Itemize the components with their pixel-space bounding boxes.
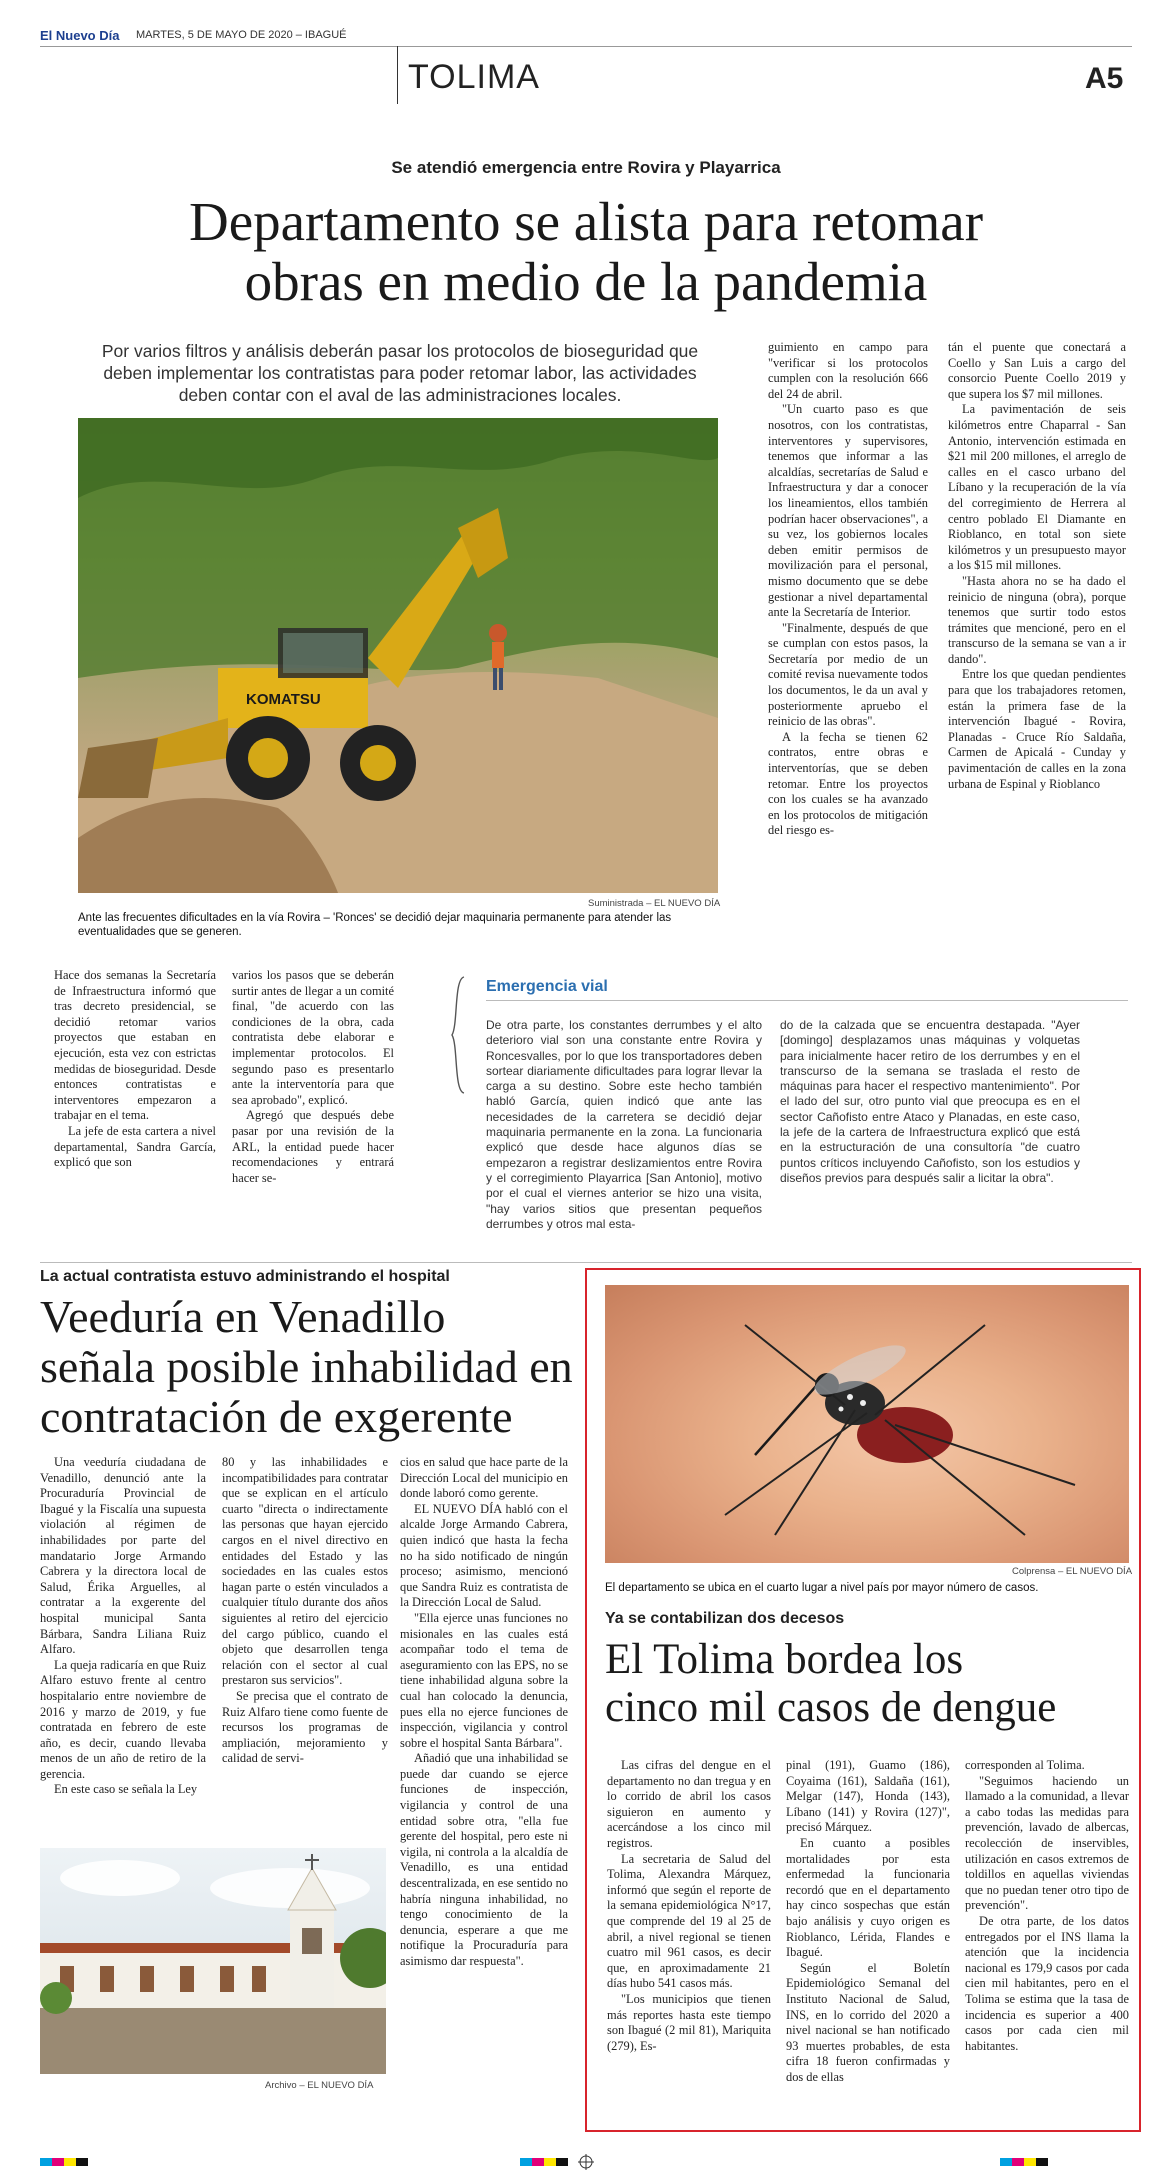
paper-name: El Nuevo Día: [40, 28, 120, 43]
main-col3-para: "Finalmente, después de que se cumplan con estos pasos, la Secretaría por medio de un comité revisa nuevamente todos los documentos, le da un aval y posteriormente apruebo el reinicio de las obras".: [768, 620, 928, 729]
main-col4-para: "Hasta ahora no se ha dado el reinicio de ninguna (obra), porque tenemos que surtir todo estos trámites que mencioné, pero en el transcurso de la semana se van a ir dando".: [948, 573, 1126, 666]
main-col4-para: tán el puente que conectará a Coello y San Luis a cargo del consorcio Puente Coello 2019 y que supera los $7 mil millones.: [948, 340, 1126, 401]
sidebar-title: Emergencia vial: [486, 978, 608, 995]
backhoe-illustration: [78, 418, 718, 893]
venadillo-col3-para: Añadió que una inhabilidad se puede dar cuando se ejerce funciones de inspección, vigilancia y control de una entidad sobre otra, "ella fue gerente del hospital, pero este ni vigila, ni controla a la alcaldía de Venadillo, es una entidad descentralizada, en ese sentido no habría ninguna inhabilidad, no tengo conocimiento de la denuncia, esperare a que me notifique la Procuraduría para asimismo dar respuesta".: [400, 1751, 568, 1968]
venadillo-col2-para: 80 y las inhabilidades e incompatibilidades para contratar que se explican en el artículo cuarto "directa o indirectamente las personas que hayan ejercido cargos en el nivel directivo en entidades del Estado y las sociedades en las cuales estos hagan parte o estén vinculados a cualquier título durante dos años siguientes al retiro del ejercicio del cargo público, cuando el objeto que desarrollen tenga relación con el sector al cual prestaron sus servicios".: [222, 1455, 388, 1688]
dengue-col3-para: corresponden al Tolima.: [965, 1758, 1085, 1772]
sidebar-col-1: [486, 1018, 762, 1232]
dengue-col-1: [607, 1758, 771, 2054]
mosquito-caption: El departamento se ubica en el cuarto lugar a nivel país por mayor número de casos.: [605, 1582, 1039, 1594]
main-col1-para: La jefe de esta cartera a nivel departamental, Sandra García, explicó que son: [54, 1123, 216, 1170]
venadillo-headline-line-3: contratación de exgerente: [40, 1391, 513, 1442]
dengue-headline-line-1: El Tolima bordea los: [605, 1636, 964, 1683]
backhoe-brand-label: KOMATSU: [246, 691, 321, 708]
page-number: A5: [1085, 62, 1124, 95]
dengue-col1-para: "Los municipios que tienen más reportes hasta este tiempo son Ibagué (2 mil 81), Mariquita (279), Es-: [607, 1991, 771, 2053]
dengue-kicker: Ya se contabilizan dos decesos: [605, 1610, 845, 1627]
dengue-col2-para: Según el Boletín Epidemiológico Semanal del Instituto Nacional de Salud, INS, en lo corrido del 2020 a nivel nacional se han notificado 93 muertes probables, de esta cifra 18 fueron confirmadas y dos de ellas: [786, 1960, 950, 2084]
sidebar-col2-text: do de la calzada que se encuentra destapada. "Ayer [domingo] desplazamos unas máquinas y volquetas para inicialmente hacer retiro de los derrumbes y en el transcurso de la semana se traslada el resto de máquinas para hacer el respectivo mantenimiento". Por el lado del sur, otro punto vial que preocupa es en el sector Cañofisto entre Ataco y Planadas, en este caso, la jefe de la cartera de Infraestructura explicó que está en la estructuración de una consultoría "de cuatro puntos críticos incluyendo Cañofisto, son los estudios y diseños previos para después salir a licitar la obra".: [780, 1018, 1080, 1185]
mosquito-photo-credit: Colprensa – EL NUEVO DÍA: [1012, 1566, 1133, 1577]
main-headline-line-2: obras en medio de la pandemia: [244, 251, 928, 312]
church-photo: [40, 1848, 386, 2074]
main-col3-para: A la fecha se tienen 62 contratos, entre obras e interventorías, que se deben retomar. Entre los proyectos con los cuales se ha avanzado en los protocolos de mitigación del riesgo es-: [768, 729, 928, 838]
sidebar-col-2: [780, 1018, 1080, 1186]
registration-marks-center: [520, 2158, 568, 2166]
venadillo-col3-para: "Ella ejerce unas funciones no misionales en las cuales está acompañar todo el tema de aseguramiento con las EPS, no se tiene inhabilidad alguna sobre la cual han colocado la denuncia, pues ella no ejerce funciones de inspección, vigilancia y control sobre el hospital Santa Bárbara".: [400, 1610, 568, 1750]
main-col2-para: varios los pasos que se deberán surtir antes de llegar a un comité final, "de acuerdo con las condiciones de la obra, cada contratista debe elaborar e implementar protocolos. El segundo paso es presentarlo ante la interventoría para que sea aprobado", explicó.: [232, 968, 394, 1107]
dengue-col2-para: En cuanto a posibles mortalidades por esta enfermedad la funcionaria recordó que en el departamento hay cinco sospechas que están bajo análisis y cuyo origen es Rioblanco, Lérida, Flandes e Ibagué.: [786, 1835, 950, 1960]
dengue-col1-para: La secretaria de Salud del Tolima, Alexandra Márquez, informó que según el reporte de la semana epidemiológica N°17, que comprende del 19 al 25 de abril, a nivel regional se tienen cuatro mil 961 casos, es decir que, en aproximadamente 21 días hubo 541 casos más.: [607, 1851, 771, 1991]
dengue-col-3: [965, 1758, 1129, 2054]
main-col-2: [232, 968, 394, 1186]
main-col-4: [948, 340, 1126, 792]
main-col4-para: Entre los que quedan pendientes para que los trabajadores retomen, están la primera fase de la intervención Ibagué - Rovira, Planadas - Cruce Río Saldaña, Carmen de Apicalá - Cunday y pavimentación de calles en la zona urbana de Espinal y Rioblanco: [948, 667, 1126, 791]
church-photo-credit: Archivo – EL NUEVO DÍA: [265, 2080, 374, 2091]
dengue-col3-para: De otra parte, de los datos entregados por el INS llama la atención que la incidencia nacional es 179,9 casos por cada cien mil habitantes, pero en el Tolima se estima que la tasa de incidencia es superior a 400 casos por cada cien mil habitantes.: [965, 1913, 1129, 2053]
church-illustration: [40, 1848, 386, 2074]
main-col4-para: La pavimentación de seis kilómetros entre Chaparral - San Antonio, intervención estimada en $21 mil 200 millones, el arreglo de calles en el casco urbano del Líbano y la recuperación de la vía del corregimiento de Herrera al centro poblado El Diamante en Rioblanco, en total son siete kilómetros y un presupuesto mayor a los $15 mil millones.: [948, 402, 1126, 573]
venadillo-col-3: [400, 1455, 568, 1970]
registration-marks-right: [1000, 2158, 1048, 2166]
main-col-1: [54, 968, 216, 1171]
venadillo-col1-para: Una veeduría ciudadana de Venadillo, denunció ante la Procuraduría Provincial de Ibagué y la Fiscalía una supuesta violación al régimen de inhabilidades por parte del mandatario Jorge Armando Cabrera y la directora local de Salud, Érika Arguelles, al contratar a la exgerente del hospital municipal Santa Bárbara, Sandra Liliana Ruiz Alfaro.: [40, 1455, 206, 1657]
dengue-col3-para: "Seguimos haciendo un llamado a la comunidad, a llevar a cabo todas las medidas para prevención, lavado de albercas, recolección de inservibles, utilización en casos extremos de toldillos en aquellas viviendas que no puedan tener otro tipo de prevención".: [965, 1773, 1129, 1913]
venadillo-col3-para: EL NUEVO DÍA habló con el alcalde Jorge Armando Cabrera, quien indicó que hasta la fecha no ha sido notificado de ningún proceso; asimismo, mencionó que Sandra Ruiz es contratista de la Dirección Local de Salud.: [400, 1501, 568, 1610]
main-col3-para: guimiento en campo para "verificar si los protocolos cumplen con la resolución 666 del 24 de abril.: [768, 340, 928, 401]
sidebar-col1-text: De otra parte, los constantes derrumbes y el alto deterioro vial son una constante entre Rovira y Roncesvalles, por lo que los transportadores deben sortear diariamente dificultades para lograr llevar la carga a su destino. Sobre este hecho también habló García, quien indicó que ante las necesidades de la carretera se decidió dejar maquinaria permanente en la zona. La funcionaria explicó que desde hace algunos días se empezaron a registrar deslizamientos entre Rovira y el corregimiento Playarrica [San Antonio], motivo por el cual el viernes anterior se hizo una visita, "hay varios sitios que presentan pequeños derrumbes y otros mal esta-: [486, 1018, 762, 1231]
main-col-3: [768, 340, 928, 839]
masthead-rule: [40, 46, 1132, 47]
backhoe-photo: [78, 418, 718, 893]
dengue-col2-para: pinal (191), Guamo (186), Coyaima (161), Saldaña (161), Melgar (147), Honda (143), Líbano (141) y Rovira (127)", precisó Márquez.: [786, 1758, 950, 1835]
section-rule: [40, 1262, 1132, 1263]
venadillo-col2-para: Se precisa que el contrato de Ruiz Alfaro tiene como fuente de recursos los programas de ampliación, mejoramiento y calidad de servi-: [222, 1688, 388, 1766]
backhoe-photo-credit: Suministrada – EL NUEVO DÍA: [588, 898, 721, 909]
main-col3-para: "Un cuarto paso es que nosotros, con los contratistas, interventores y supervisores, tenemos que informar a las alcaldías, secretarías de Salud e Infraestructura y dar a conocer los lineamientos, ellos también podrían hacer observaciones", a su vez, los gobiernos locales deben emitir permisos de movilización para el personal, mismo documento que se debe gestionar a nivel departamental ante la Secretaría de Interior.: [768, 402, 928, 620]
main-headline-line-1: Departamento se alista para retomar: [188, 191, 984, 252]
venadillo-col1-para: En este caso se señala la Ley: [54, 1782, 198, 1797]
venadillo-col-2: [222, 1455, 388, 1767]
mosquito-photo: [605, 1285, 1129, 1563]
main-col1-para: Hace dos semanas la Secretaría de Infraestructura informó que tras decreto presidencial, se decidió retomar varios proyectos que estaban en ejecución, esta vez con estrictas medidas de bioseguridad. Desde entonces contratistas e interventores empezaron a trabajar en el tema.: [54, 968, 216, 1123]
main-kicker: Se atendió emergencia entre Rovira y Playarrica: [391, 158, 781, 177]
section-name: TOLIMA: [408, 58, 540, 96]
registration-marks-left: [40, 2158, 88, 2166]
main-col2-para: Agregó que después debe pasar por una revisión de la ARL, la entidad puede hacer recomendaciones y entrará hacer se-: [232, 1108, 394, 1185]
dengue-col-2: [786, 1758, 950, 2085]
venadillo-col1-para: La queja radicaría en que Ruiz Alfaro estuvo frente al centro hospitalario entre noviembre de 2016 y marzo de 2019, y fue contratada en febrero de este año, es decir, cuando llevaba menos de un año de retiro de la gerencia.: [40, 1657, 206, 1781]
dengue-headline-line-2: cinco mil casos de dengue: [605, 1684, 1057, 1731]
main-headline: [0, 192, 1172, 312]
venadillo-headline-line-2: señala posible inhabilidad en: [40, 1341, 573, 1392]
venadillo-headline: [40, 1292, 580, 1442]
venadillo-headline-line-1: Veeduría en Venadillo: [40, 1291, 446, 1342]
main-lead: Por varios filtros y análisis deberán pasar los protocolos de bioseguridad que deben implementar los contratistas para poder retomar labor, las actividades deben contar con el aval de las administraciones locales.: [101, 341, 699, 405]
sidebar-title-rule: [486, 1000, 1128, 1001]
venadillo-kicker: La actual contratista estuvo administrando el hospital: [40, 1268, 450, 1285]
edition-date: MARTES, 5 DE MAYO DE 2020 – IBAGUÉ: [136, 29, 347, 41]
mosquito-illustration: [605, 1285, 1129, 1563]
venadillo-col3-para: cios en salud que hace parte de la Dirección Local del municipio en donde laboró como gerente.: [400, 1455, 568, 1501]
dengue-col1-para: Las cifras del dengue en el departamento no dan tregua y en lo corrido de abril los casos siguieron en aumento y acercándose a los cinco mil registros.: [607, 1758, 771, 1850]
venadillo-col-1: [40, 1455, 206, 1798]
sidebar-brace-icon: [448, 975, 468, 1095]
crosshair-icon: [578, 2154, 594, 2170]
backhoe-caption: Ante las frecuentes dificultades en la vía Rovira – 'Ronces' se decidió dejar maquinaria permanente para atender las eventualidades que se generen.: [78, 912, 672, 938]
section-divider: [397, 46, 398, 104]
dengue-headline: [605, 1636, 1135, 1732]
